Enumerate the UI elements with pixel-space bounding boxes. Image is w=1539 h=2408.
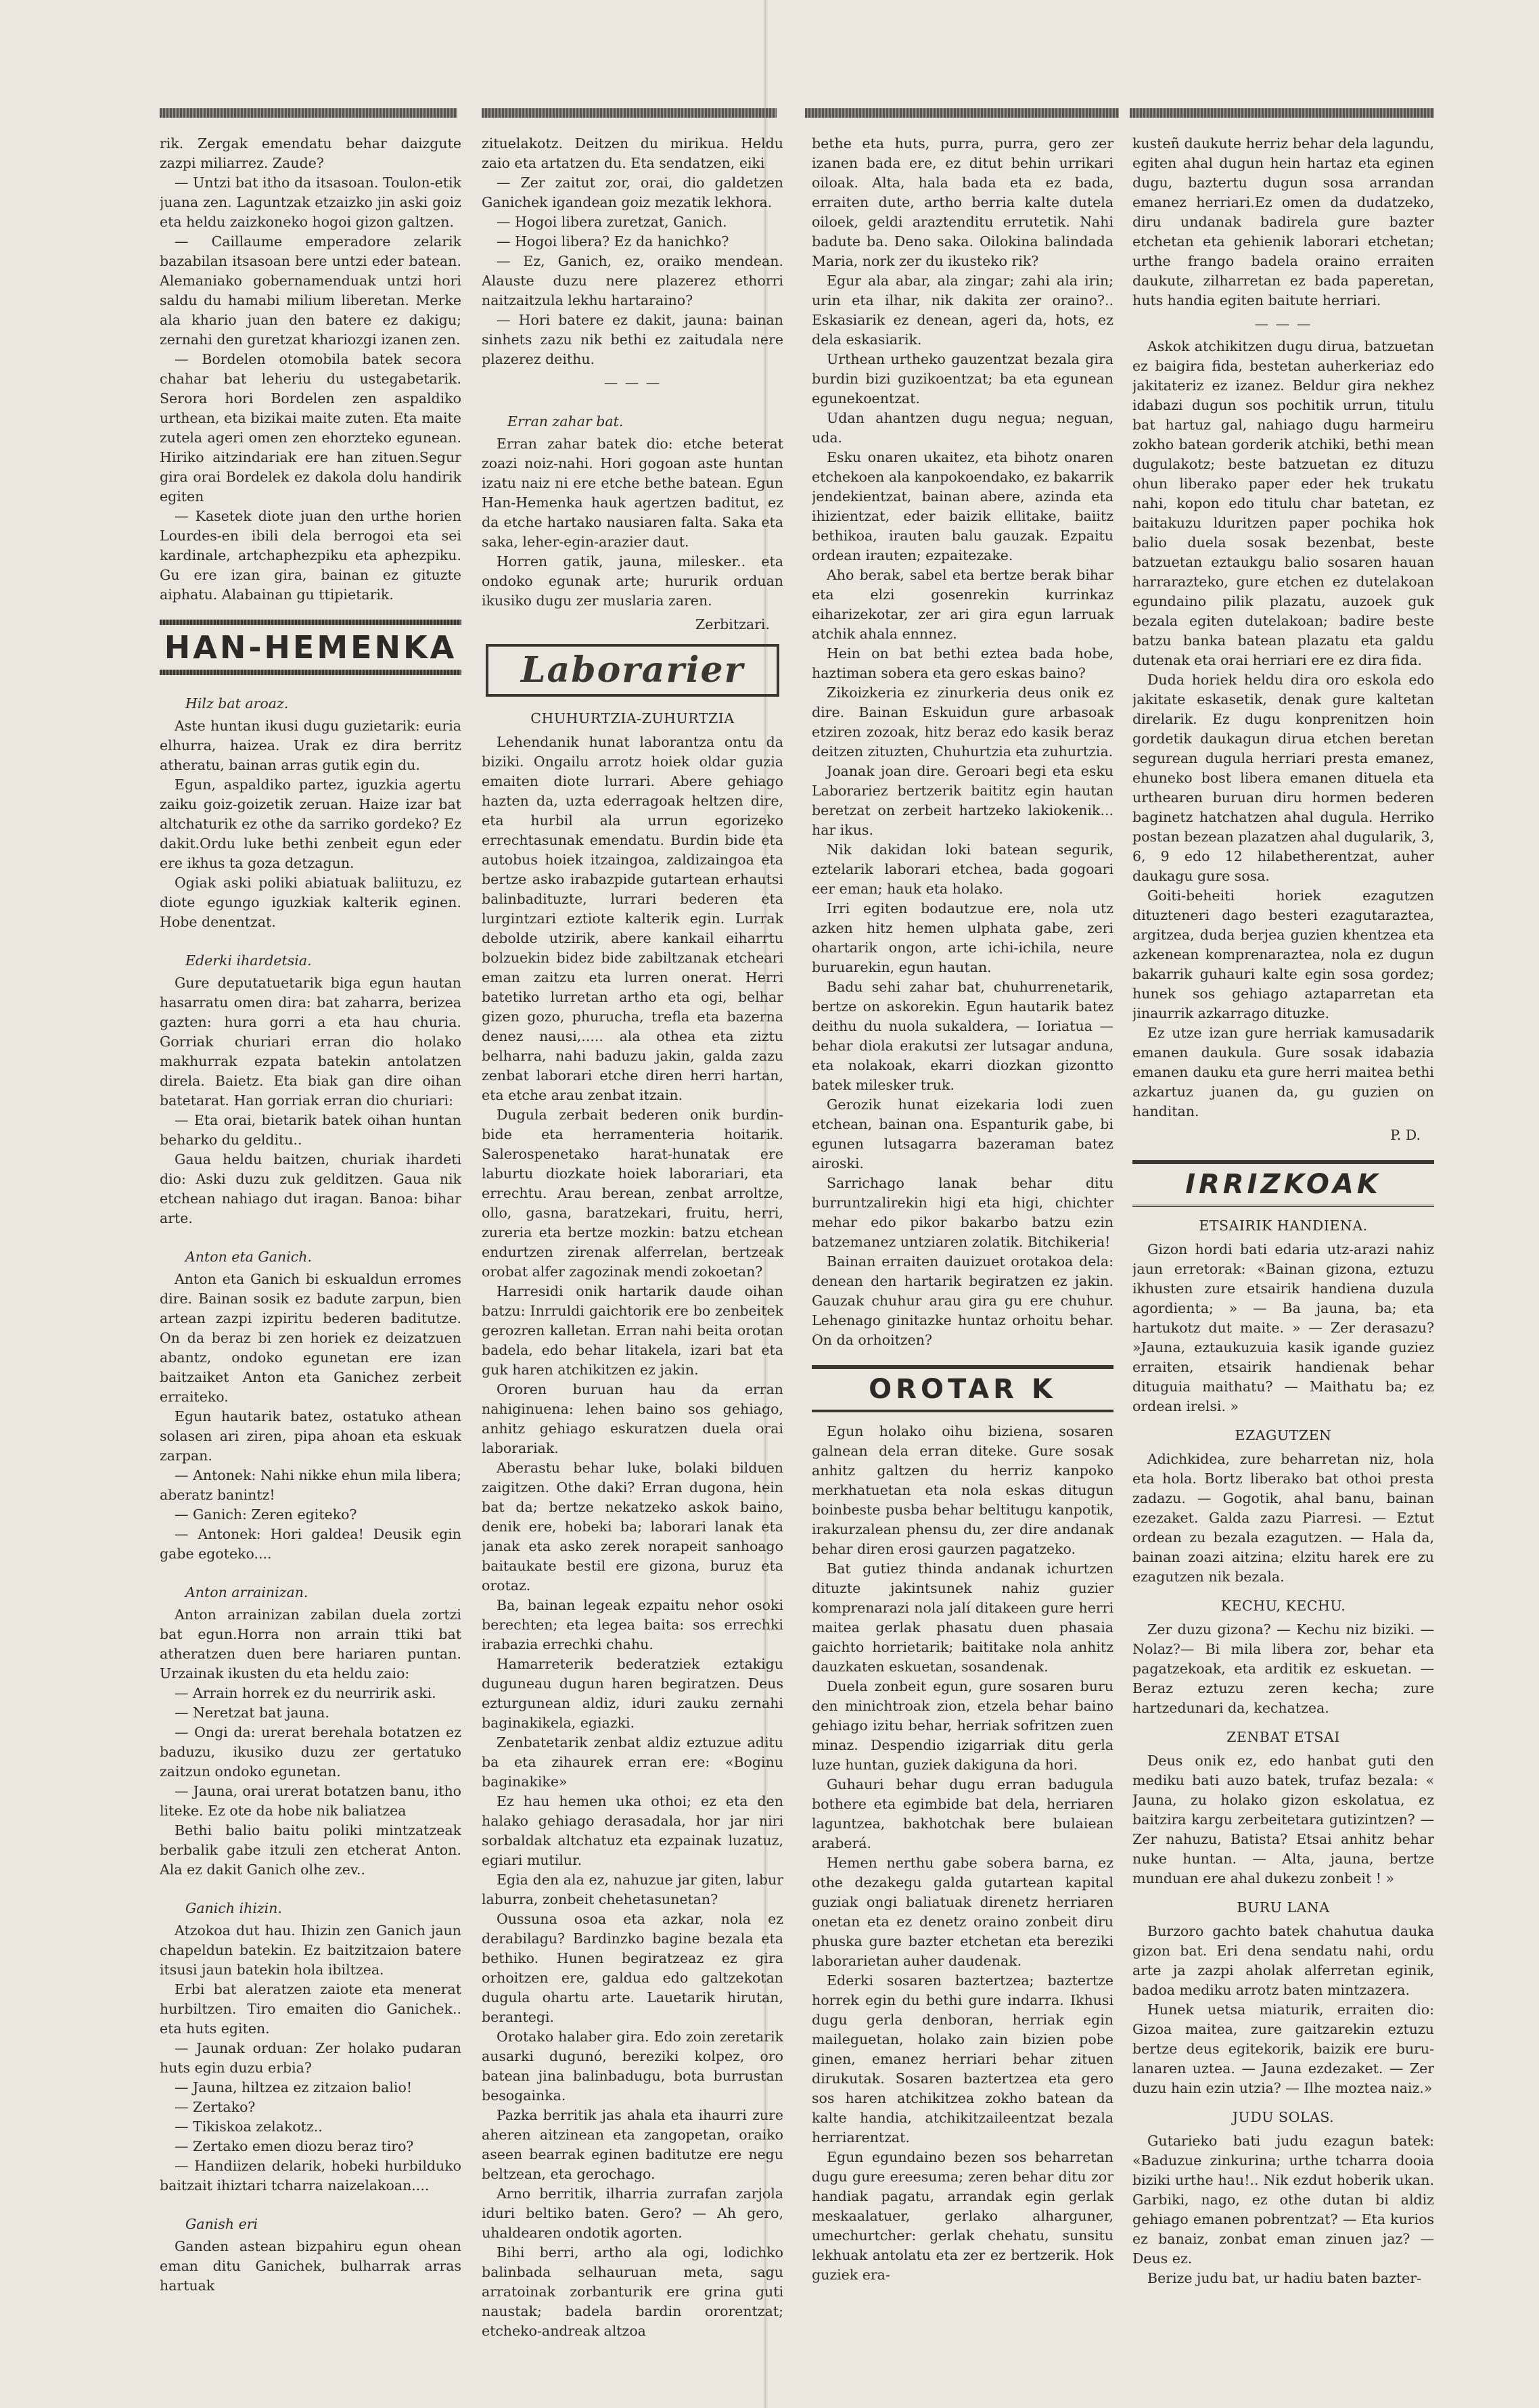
paragraph: Burzoro gachto batek chahutua dauka gizon bat. Eri dena sendatu nahi, ordu arte ja zazpi aholak alferretan eginik, badoa mediku arrotz baten mintzazera. xyxy=(1132,1923,1434,1998)
paragraph: Orotako halaber gira. Edo zoin zeretarik ausarki dugunó, bereziki kolpez, oro batean jina balinbadugu, bota burrustan besogainka. xyxy=(482,2029,783,2104)
paragraph: Ederki sosaren baztertzea; baztertze horrek egin du bethi gure indarra. Ikhusi dugu gerla denboran, herriak egin maileguetan, holako zain bizien pobe ginen, emanez herriari behar zituen dirukutak. Sosaren baztertzea eta gero sos haren atchikitzea zokho batean da kalte handia, atchikitzaileentzat bezala herriarentzat. xyxy=(812,1972,1113,2146)
paragraph: kusteñ daukute herriz behar dela lagundu, egiten ahal dugun hein hartaz eta eginen dugu, baztertu dugun sosa arrandan emanez herriari.Ez omen da dudatzeko, diru undanak badirela gure bazter etchetan eta gehienik laborari etchetan; urthe frango badela oraino erraiten daukute, zilharretan ez bada paperetan, huts handia egiten baitute herriari. xyxy=(1132,135,1434,308)
paragraph: — Zertako? xyxy=(175,2099,256,2115)
signature: Zerbitzari. xyxy=(695,616,770,632)
paragraph: Ez hau hemen uka othoi; ez eta den halako gehiago derasadala, hor jar niri sorbaldak altchatuz eta ezpainak luzatuz, egiari mutilur. xyxy=(482,1793,783,1868)
separator: — — — xyxy=(603,375,662,391)
paragraph: — Zer zaitut zor, orai, dio galdetzen Ganichek igandean goiz mezatik lekhora. xyxy=(482,175,783,210)
paragraph: bethe eta huts, purra, purra, gero zer izanen bada ere, ez ditut behin urrikari oiloak. Alta, hala bada eta ez bada, erraiten dute, artho berria kalte dutela oiloek, geldi araztenditu errutetik. Nahi badute ba. Deno saka. Oilokina balindada Maria, nork zer du ikusteko rik? xyxy=(812,135,1113,269)
paragraph: Gutarieko bati judu ezagun batek: «Baduzue zinkurina; urthe tcharra dooia biziki urthe hau!.. Nik ezdut hoberik ukan. Garbiki, nago, ez othe dutan bi aldiz gehiago emanen pobrentzat? — Eta kurios ez banaiz, zonbat eman zinuen jaz? — Deus ez. xyxy=(1132,2133,1434,2267)
paragraph: Bihi berri, artho ala ogi, lodichko balinbada selhauruan meta, sagu arratoinak zorbanturik ere grina guti naustak; badela bardin ororentzat; etcheko-andreak altzoa xyxy=(482,2244,783,2339)
column-4 xyxy=(1132,134,1434,2381)
paragraph: Bat gutiez thinda andanak ichurtzen dituzte jakintsunek nahiz guzier komprenarazi nola jalí ditakeen gure herri maitea gerlak phasatu duen phasaia gaichto horrietarik; baititake nola anhitz dauzkaten eskuetan, sosandenak. xyxy=(812,1560,1113,1675)
paragraph: Gizon hordi bati edaria utz-arazi nahiz jaun erretorak: «Bainan gizona, eztuzu ikhusten zure etsairik handiena duzula agordienta; » — Ba jauna, ba; eta hartukotz dut maite. » — Zer derasazu? »Jauna, eztaukuzuia kasik igande guziez erraiten, etsairik handienak behar dituguia maithatu? — Maithatu ba; ez ordean irelsi. » xyxy=(1132,1241,1434,1414)
paragraph: — Untzi bat itho da itsasoan. Toulon-etik juana zen. Laguntzak etzaizko jin aski goiz eta heldu zaizkoneko hogoi gizon galtzen. xyxy=(160,175,461,230)
paragraph: Urthean urtheko gauzentzat bezala gira burdin bizi guzikoentzat; ba eta egunean egunekoentzat. xyxy=(812,351,1113,407)
paragraph: Bainan erraiten dauizuet orotakoa dela: denean den hartarik begiratzen ez jakin. Gauzak chuhur arau gira gu ere chuhur. Lehenago ginitazke huntaz orhoitu behar. On da orhoitzen? xyxy=(812,1253,1113,1348)
paragraph: Egur ala abar, ala zingar; zahi ala irin; urin eta ilhar, nik dakita zer oraino?.. Eskasiarik ez denean, ageri da, hots, ez dela eskasiarik. xyxy=(812,273,1113,348)
article-heading: CHUHURTZIA-ZUHURTZIA xyxy=(530,710,735,726)
paragraph: — Hogoi libera zuretzat, Ganich. xyxy=(497,214,727,230)
column-3 xyxy=(812,134,1113,2381)
subheading: Ganish eri xyxy=(185,2216,258,2232)
joke-heading: ZENBAT ETSAI xyxy=(1226,1729,1340,1745)
section-banner-laborarier xyxy=(486,644,779,697)
paragraph: Gaua heldu baitzen, churiak ihardeti dio: Aski duzu zuk gelditzen. Gaua nik etchean nahiago dut iragan. Banoa: bihar arte. xyxy=(160,1151,461,1226)
section-banner-orotarik xyxy=(812,1365,1113,1412)
subheading: Ederki ihardetsia. xyxy=(185,952,312,969)
paragraph: Egun egundaino bezen sos beharretan dugu gure ereesuma; zeren behar ditu zor handiak pagatu, arrandak egin gerlak meskaalatuer, gerlako alharguner, umechurtcher: gerlak chehatu, sunsitu lekhuak antolatu eta zer ez bertzerik. Hok guziek era- xyxy=(812,2149,1113,2283)
paragraph: Egun hautarik batez, ostatuko athean solasen ari ziren, pipa ahoan eta eskuak zarpan. xyxy=(160,1408,461,1464)
top-rule-3 xyxy=(805,108,1119,118)
subheading: Anton arrainizan. xyxy=(185,1584,308,1600)
paragraph: Nik dakidan loki batean segurik, eztelarik laborari etchea, bada gogoari eer eman; hauk eta holako. xyxy=(812,841,1113,897)
signature: P. D. xyxy=(1390,1127,1421,1143)
paragraph: Berize judu bat, ur hadiu baten bazter- xyxy=(1147,2270,1422,2286)
subheading: Anton eta Ganich. xyxy=(185,1249,312,1265)
paragraph: Askok atchikitzen dugu dirua, batzuetan ez baigira fida, bestetan auherkeriaz edo jakitateriz ez izanez. Beldur gira nekhez idabazi dugun sos pochitik urrun, titulu bat hartuz gal, nahiago dugu harmeiru zokho batean gorderik atchiki, bethi mean dugulakotz; beste batzuetan ez dituzu ohun liberako paper eder hek trukatu nahi, kopon edo titulu char batetan, ez baitakuzu lduritzen paper pochika hok balio duela sosak bezenbat, beste batzuetan eztaukgu balio sosaren hauan harrarazteko, gure etchen ez dutelakoan egundaino pilik plazatu, auzoek guk bezala egiten dutelakoan; badire beste batzu banka batean plazatu eta galdu dutenak eta orai herriari ere ez dira fida. xyxy=(1132,338,1434,668)
paragraph: — Neretzat bat jauna. xyxy=(175,1705,329,1721)
paragraph: Badu sehi zahar bat, chuhurrenetarik, bertze on askorekin. Egun hautarik batez deithu du nuola sukaldera, — Ioriatua — behar diola erakutsi zer lutsagar anduna, eta nolakoak, ekarri diozkan gizontto batek milesker truk. xyxy=(812,979,1113,1093)
paragraph: Egun, aspaldiko partez, iguzkia agertu zaiku goiz-goizetik zeruan. Haize izar bat altchaturik ez othe da sarriko gordeko? Ez dakit.Ordu luke bethi zenbeit egun eder ere ikhus ta goza detzagun. xyxy=(160,777,461,871)
joke-heading: KECHU, KECHU. xyxy=(1220,1598,1346,1614)
separator: — — — xyxy=(1254,316,1312,332)
paragraph: Zikoizkeria ez zinurkeria deus onik ez dire. Bainan Eskuidun gure arbasoak etziren zozoak, hitz beraz edo kasik beraz deitzen zituzten, Chuhurtzia eta zuhurtzia. xyxy=(812,685,1113,760)
paragraph: Hemen nerthu gabe sobera barna, ez othe dezakegu galda gutartean kapital guziak ongi baliatuak direnetz herriaren onetan eta ez denetz oraino zonbeit diru phuska gure bazter etchetan eta bereziki laborarietan auher daudenak. xyxy=(812,1855,1113,1969)
paragraph: Aho berak, sabel eta bertze berak bihar eta elzi gosenrekin kurrinkaz eiharizekotar, zer ari gira egun larruak atchik ahala ennnez. xyxy=(812,567,1113,642)
paragraph: — Kasetek diote juan den urthe horien Lourdes-en ibili dela berrogoi eta sei kardinale, artchaphezpiku eta aphezpiku. Gu ere izan gira, bainan ez gituzte aiphatu. Alabainan gu ttipietarik. xyxy=(160,508,461,603)
section-banner-han-hemenka xyxy=(160,620,461,675)
paragraph: Egun holako oihu biziena, sosaren galnean dela erran diteke. Gure sosak anhitz galtzen du herriz kanpoko merkhatuetan eta nola eskas ditugun boinbeste pusba behar beltitugu kanpotik, irakurzalean phensu du, zer dire andanak behar diren erosi gaurzen pagatzeko. xyxy=(812,1423,1113,1557)
paragraph: — Ez, Ganich, ez, oraiko mendean. Alauste duzu nere plazerez ethorri naitzaitzula lekhu hartaraino? xyxy=(482,253,783,308)
paragraph: Egia den ala ez, nahuzue jar giten, labur laburra, zonbeit chehetasunetan? xyxy=(482,1872,783,1907)
paragraph: Hamarreterik bederatziek eztakigu duguneau dugun haren begiratzen. Deus ezturgunean aldiz, iduri zauku zernahi baginakikela, egiazki. xyxy=(482,1656,783,1731)
paragraph: Dugula zerbait bederen onik burdin-bide eta herramenteria hoitarik. Salerospenetako harat-hunatak ere laburtu diozkate hoiek laborariari, eta errechtu. Arau berean, zenbat arroltze, ollo, gasna, baratzekari, fruitu, herri, zureria eta bertze mozkin: batzu etchean endurtzen zirenak alferrelan, bertzeak orobat alfer zagozinak mendi zokoetan? xyxy=(482,1107,783,1280)
paragraph: — Caillaume emperadore zelarik bazabilan itsasoan bere untzi eder batean. Alemaniako gobernamenduak untzi hori saldu du hamabi milium liberetan. Merke ala khario juan den batere ez dakigu; zernahi den guretzat khariozgi izanen zen. xyxy=(160,233,461,348)
paragraph: Sarrichago lanak behar ditu burruntzalirekin higi eta higi, chichter mehar edo pikor bakarbo batzu ezin batzemanez untziaren zolatik. Bitchikeria! xyxy=(812,1175,1113,1250)
joke-heading: BURU LANA xyxy=(1237,1899,1330,1916)
paragraph: — Tikiskoa zelakotz.. xyxy=(175,2118,323,2135)
paragraph: Udan ahantzen dugu negua; neguan, uda. xyxy=(812,410,1113,446)
paragraph: Anton eta Ganich bi eskualdun erromes dire. Bainan sosik ez badute zarpun, bien artean zazpi izpiritu bederen baditutze. On da beraz bi zen horiek ez deizatzuen abantz, ondoko egunetan ere izan baitzaiket Anton eta Ganichez zerbeit erraiteko. xyxy=(160,1271,461,1405)
paragraph: — Antonek: Hori galdea! Deusik egin gabe egoteko.... xyxy=(160,1526,461,1562)
paragraph: Lehendanik hunat laborantza ontu da biziki. Ongailu arrotz hoiek oldar guzia emaiten diote lurrari. Abere gehiago hazten da, uzta ederragoak heltzen dire, eta hurbil ala urrun egorizeko errechtasunak emendatu. Burdin bide eta autobus hoiek itzaingoa, zaldizaingoa eta bertze asko irabazpide gutartean erhautsi balinbadituzte, lurrari bederen eta lurgintzari eztiote kalterik egin. Lurrak debolde utzirik, abere kankail eiharrtu bolzuekin bidez bide zabiltzanak etcheari eman zaitzu eta lurren onerat. Herri batetiko lurretan artho eta ogi, belhar gizen gozo, phurucha, trefla eta bazerna denez nausi,..... ala othea eta ziztu belharra, nahi baduzu jakin, galda zazu zenbat laborari etche diren herri hartan, eta etche arau zenbat itzain. xyxy=(482,734,783,1103)
subheading: Hilz bat aroaz. xyxy=(185,695,289,712)
paragraph: — Jauna, orai urerat botatzen banu, itho liteke. Ez ote da hobe nik baliatzea xyxy=(160,1783,461,1819)
paragraph: Ganden astean bizpahiru egun ohean eman ditu Ganichek, bulharrak arras hartuak xyxy=(160,2238,461,2294)
paragraph: zituelakotz. Deitzen du mirikua. Heldu zaio eta artatzen du. Eta sendatzen, eiki xyxy=(482,135,783,171)
banner-title: OROTAR K xyxy=(869,1374,1057,1405)
paragraph: Duda horiek heldu dira oro eskola edo jakitate eskasetik, denak gure kaltetan direlarik. Ez dugu konprenitzen hoin gordetik daukagun dirua etchen beretan segurean dugula herriari presta emanez, ehuneko bost libera emanen dituela eta urthearen buruan diru hormen bederen baginetz hatchatzen ahal dugula. Herriko postan bezean plazatzen ahal dugularik, 3, 6, 9 edo 12 hilabetherentzat, auher daukagu gure sosa. xyxy=(1132,672,1434,884)
paragraph: Erbi bat aleratzen zaiote eta menerat hurbiltzen. Tiro emaiten dio Ganichek.. eta huts egiten. xyxy=(160,1981,461,2037)
paragraph: Hein on bat bethi eztea bada hobe, haztiman sobera eta gero eskas baino? xyxy=(812,645,1113,681)
paragraph: — Bordelen otomobila batek secora chahar bat leheriu du ustegabetarik. Serora hori Bordelen zen aspaldiko urthean, eta bizikai maite zuten. Eta maite zutela ageri omen zen ehorzteko egunean. Hiriko aitzindariak ere han zituen.Segur gira orai Bordelek ez dakola dolu handirik egiten xyxy=(160,351,461,505)
paragraph: Goiti-beheiti horiek ezagutzen dituzteneri dago besteri ezagutaraztea, argitzea, duda berjea guzien khentzea eta azkenean komprenaraztea, nola ez dugun bakarrik guhauri kalte egin sosa gordez; hunek sos gehiago aztaparretan eta jinaurrik azkarrago dituzke. xyxy=(1132,887,1434,1021)
banner-title: HAN-HEMENKA xyxy=(164,629,457,666)
column-1 xyxy=(160,134,461,2381)
paragraph: Horren gatik, jauna, milesker.. eta ondoko egunak arte; hururik orduan ikusiko dugu zer muslaria zaren. xyxy=(482,553,783,609)
paragraph: Aberastu behar luke, bolaki bilduen zaigitzen. Othe daki? Erran dugona, hein bat da; bertze nekatzeko askok baino, denik ere, hobeki ba; laborari lanak eta janak eta asko zerek norapeit sanhoago baitaukate bestil ere gizona, buruz eta orotaz. xyxy=(482,1460,783,1594)
paragraph: — Arrain horrek ez du neurririk aski. xyxy=(175,1685,436,1701)
paragraph: Irri egiten bodautzue ere, nola utz azken hitz hemen ulphata gabe, zeri ohartarik ongon, arte ichi-ichila, neure buruarekin, egun hautan. xyxy=(812,900,1113,975)
paragraph: — Zertako emen diozu beraz tiro? xyxy=(175,2138,414,2154)
paragraph: rik. Zergak emendatu behar daizgute zazpi miliarrez. Zaude? xyxy=(160,135,461,171)
paragraph: Esku onaren ukaitez, eta bihotz onaren etchekoen ala kanpokoendako, ez bakarrik jendekientzat, bainan abere, azinda eta ihizientzat, eder baizik ellitake, baiitz bethikoa, irauten balu gauzak. Ezpaitu ordean irauten; ezpaitezake. xyxy=(812,449,1113,563)
paragraph: Atzokoa dut hau. Ihizin zen Ganich jaun chapeldun batekin. Ez baitzitzaion batere itsusi jaun batekin hola ibiltzea. xyxy=(160,1922,461,1978)
paragraph: Gerozik hunat eizekaria lodi zuen etchean, bainan ona. Espanturik gabe, bi egunen lutsagarra bazeraman batez airoski. xyxy=(812,1096,1113,1172)
paragraph: Bethi balio baitu poliki mintzatzeak berbalik gabe itzuli zen etcherat Anton. Ala ez dakit Ganich olhe zev.. xyxy=(160,1822,461,1878)
paragraph: — Ongi da: urerat berehala botatzen ez baduzu, ikusiko duzu zer gertatuko zaitzun ondoko egunetan. xyxy=(160,1724,461,1780)
paragraph: Duela zonbeit egun, gure sosaren buru den minichtroak zion, etzela behar baino gehiago izitu behar, herriak sofritzen zuen minaz. Despendio izigarriak ditu gerla luze huntan, guziek dakiguna da hori. xyxy=(812,1678,1113,1773)
joke-heading: EZAGUTZEN xyxy=(1235,1427,1332,1443)
section-banner-irrizkoak xyxy=(1132,1160,1434,1207)
paragraph: Guhauri behar dugu erran badugula bothere eta egimbide bat dela, herriaren laguntzea, bakhotchak bere bulaiean araberá. xyxy=(812,1776,1113,1851)
paragraph: Joanak joan dire. Geroari begi eta esku Laborariez bertzerik baititz egin hautan beretzat on zerbeit hartzeko lakiokenik... har ikus. xyxy=(812,763,1113,838)
paragraph: Ogiak aski poliki abiatuak baliituzu, ez diote egungo iguzkiak kalterik eginen. Hobe denentzat. xyxy=(160,875,461,930)
paragraph: Deus onik ez, edo hanbat guti den mediku bati auzo batek, trufaz bezala: « Jauna, zu holako gizon eskolatua, ez baitzira kargu zerbeitetara gutizintzen? — Zer nahuzu, Batista? Etsai anhitz behar nuke huntan. — Alta, jauna, bertze munduan ere ahal dukezu zonbeit ! » xyxy=(1132,1753,1434,1886)
paragraph: Erran zahar batek dio: etche beterat zoazi noiz-nahi. Hori gogoan aste huntan izatu naiz ni ere etche bethe batean. Egun Han-Hemenka hauk agertzen baditut, ez da etche hartako nausiaren falta. Saka eta saka, leher-egin-arazier daut. xyxy=(482,436,783,550)
paragraph: — Handiizen delarik, hobeki hurbilduko baitzait ihiztari tcharra naizelakoan.... xyxy=(160,2158,461,2194)
paragraph: — Jauna, hiltzea ez zitzaion balio! xyxy=(175,2079,413,2096)
paragraph: — Antonek: Nahi nikke ehun mila libera; aberatz banintz! xyxy=(160,1467,461,1503)
paragraph: Anton arrainizan zabilan duela zortzi bat egun.Horra non arrain ttiki bat atheratzen duen bere hariaren puntan. Urzainak ikusten du eta heldu zaio: xyxy=(160,1606,461,1682)
subheading: Erran zahar bat. xyxy=(507,413,624,430)
paragraph: Ororen buruan hau da erran nahiginuena: lehen baino sos gehiago, anhitz gehiago eskuratzen duela orai laborariak. xyxy=(482,1381,783,1456)
paragraph: Zer duzu gizona? — Kechu niz biziki. — Nolaz?— Bi mila libera zor, behar eta pagatzekoak, eta arditik ez eskuetan. — Beraz eztuzu zeren kecha; zure hartzedunari da, kechatzea. xyxy=(1132,1621,1434,1716)
paragraph: Adichkidea, zure beharretan niz, hola eta hola. Bortz liberako bat othoi presta zadazu. — Gogotik, ahal banu, bainan ezezaket. Galda zazu Piarresi. — Eztut ordean zu bezala ezagutzen. — Hala da, bainan zoazi aitzina; elzitu harek ere zu ezagutzen nik bezala. xyxy=(1132,1451,1434,1585)
paragraph: Aste huntan ikusi dugu guzietarik: euria elhurra, haizea. Urak ez dira berritz atheratu, bainan arras gutik egin du. xyxy=(160,718,461,773)
paragraph: Hunek uetsa miaturik, erraiten dio: Gizoa maitea, zure gaitzarekin eztuzu bertze deus egitekorik, baizik ere buru-lanaren uztea. — Jauna ezdezaket. — Zer duzu hain ezin utzia? — Ilhe moztea naiz.» xyxy=(1132,2001,1434,2096)
top-rule-1 xyxy=(160,108,457,118)
paragraph: Pazka berritik jas ahala eta ihaurri zure aheren aitzinean eta zangopetan, oraiko aseen bearrak eginen baditutze ere negu beltzean, eta gerochago. xyxy=(482,2107,783,2182)
paragraph: — Ganich: Zeren egiteko? xyxy=(175,1506,357,1523)
top-rule-4 xyxy=(1130,108,1434,118)
banner-title: IRRIZKOAK xyxy=(1185,1169,1381,1200)
paragraph: Gure deputatuetarik biga egun hautan hasarratu omen dira: bat zaharra, berizea gazten: hura gorri a eta hau churia. Gorriak churiari erran dio holako makhurrak ezpata batekin antolatzen direla. Baietz. Eta biak gan dire oihan batetarat. Han gorriak erran dio churiari: xyxy=(160,975,461,1109)
paragraph: Harresidi onik hartarik daude oihan batzu: Inrruldi gaichtorik ere bo zenbeitek gerozren kalletan. Erran nahi beita orotan badela, edo behar litakela, izari bat eta guk haren atchikitzen ez jakin. xyxy=(482,1283,783,1378)
top-rule-2 xyxy=(482,108,777,118)
paragraph: Arno berritik, ilharria zurrafan zarjola iduri beltiko baten. Gero? — Ah gero, uhaldearen ondotik agorten. xyxy=(482,2185,783,2241)
paragraph: Ba, bainan legeak ezpaitu nehor osoki berechten; eta legea baita: sos errechki irabazia errechki chahu. xyxy=(482,1597,783,1652)
banner-title: Laborarier xyxy=(520,649,745,691)
paragraph: — Jaunak orduan: Zer holako pudaran huts egin duzu erbia? xyxy=(160,2040,461,2076)
paragraph: Oussuna osoa eta azkar, nola ez derabilagu? Bardinzko bagine bezala eta bethiko. Hunen begiratzeaz ez gira orhoitzen ere, galdua edo galtzekotan dugula ohartu arte. Lauetarik hirutan, berantegi. xyxy=(482,1911,783,2025)
paragraph: Ez utze izan gure herriak kamusadarik emanen daukula. Gure sosak idabazia emanen dauku eta gure herri maitea bethi azkartuz juanen da, gu guzien on handitan. xyxy=(1132,1025,1434,1119)
column-2 xyxy=(482,134,783,2381)
subheading: Ganich ihizin. xyxy=(185,1900,282,1916)
paragraph: — Hori batere ez dakit, jauna: bainan sinhets zazu nik bethi ez zaitudala nere plazerez deithu. xyxy=(482,312,783,367)
paragraph: Zenbatetarik zenbat aldiz eztuzue aditu ba eta zihaurek erran ere: «Boginu baginakike» xyxy=(482,1734,783,1790)
paragraph: — Eta orai, bietarik batek oihan huntan beharko du gelditu.. xyxy=(160,1112,461,1148)
joke-heading: ETSAIRIK HANDIENA. xyxy=(1199,1218,1368,1234)
paragraph: — Hogoi libera? Ez da hanichko? xyxy=(497,233,729,250)
joke-heading: JUDU SOLAS. xyxy=(1232,2109,1335,2125)
